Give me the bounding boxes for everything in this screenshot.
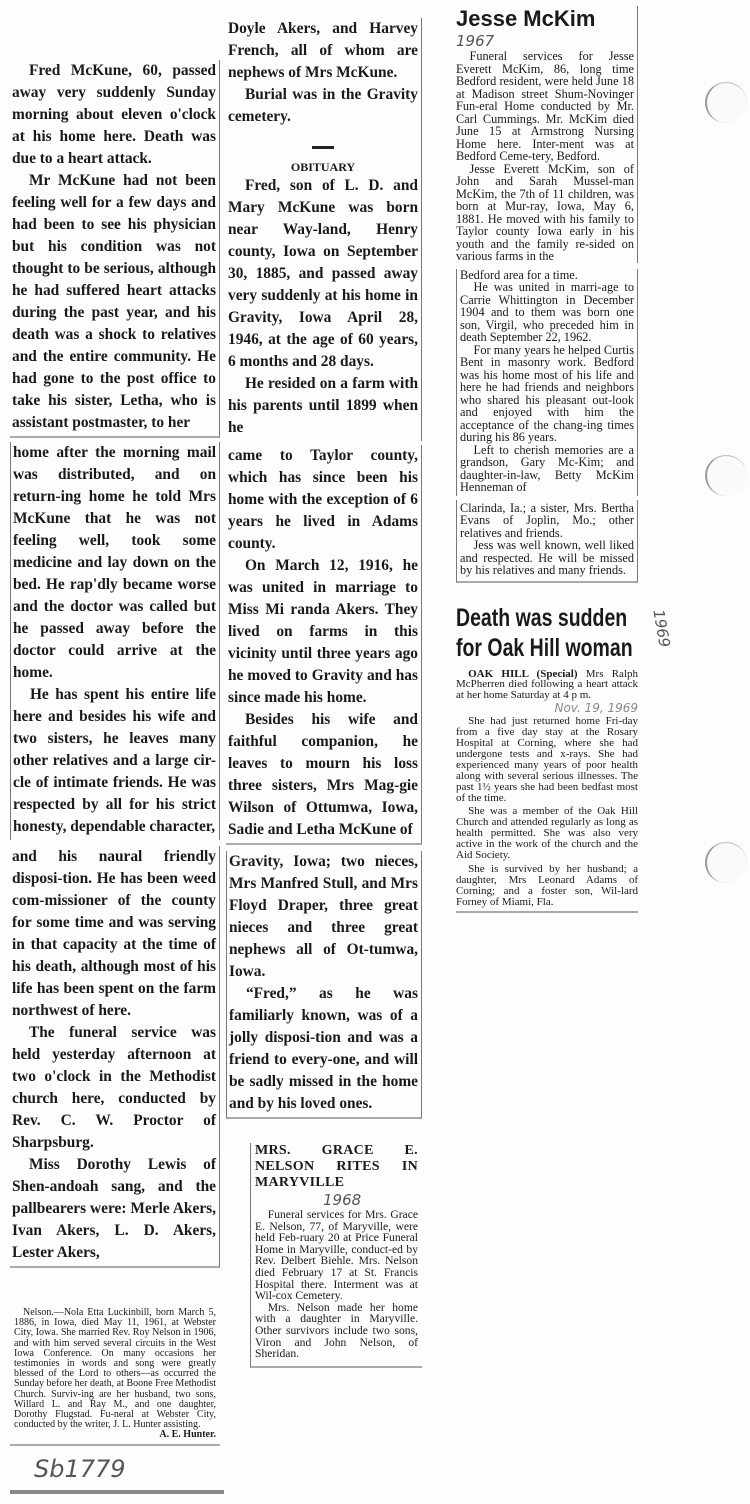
headline: MRS. GRACE E. NELSON RITES IN MARYVILLE (255, 1143, 418, 1190)
punch-hole (705, 455, 747, 496)
handwritten-year: 1968 (323, 1191, 362, 1209)
divider (10, 1490, 224, 1494)
nola-nelson-clipping (10, 1308, 220, 1446)
paragraph: Funeral services for Mrs. Grace E. Nelson, 77, of Maryville, were held Feb-ruary 20 at Price Funeral Home in Maryville, conduct-ed by Rev. Delbert Biehle. Mrs. Nelson died February 17 at St. Francis Hospital there. Interment was at Wil-cox Cemetery. (255, 1208, 418, 1303)
dateline: OAK HILL (Special) (468, 667, 578, 680)
paragraph: She is survived by her husband; a daughter, Mrs Leonard Adams of Corning; and a foster son, Wil-lard Forney of Miami, Fla. (456, 863, 638, 908)
handwritten-year: 1967 (456, 32, 495, 50)
paragraph: Left to cherish memories are a grandson, Gary Mc-Kim; and daughter-in-law, Betty McKim Henneman of (460, 442, 634, 494)
paragraph: Burial was in the Gravity cemetery. (228, 86, 418, 125)
headline-row (456, 6, 634, 50)
paragraph: home after the morning mail was distributed, and on return-ing home he told Mrs McKune that he was not feeling well, took some medicine and lay down on the bed. He rap'dly became worse and the doctor was called but he passed away before the doctor could arrive at the home. (13, 444, 216, 681)
paragraph (456, 669, 638, 702)
paragraph: Jesse Everett McKim, son of John and Sarah Mussel-man McKim, the 7th of 11 children, was born at Mur-ray, Iowa, May 6, 1881. He moved with his family to Taylor county Iowa early in his youth and the family re-sided on various farms in the (456, 161, 634, 263)
paragraph: She had just returned home Fri-day from a five day stay at the Rosary Hospital at Corning, where she had undergone tests and x-rays. She had experienced many years of poor health along with several serious illnesses. The past 1½ years she had been bedfast most of the time. (456, 715, 638, 804)
jesse-mckim-clipping-part-2 (456, 269, 638, 496)
paragraph: Funeral services for Jesse Everett McKim, 86, long time Bedford resident, were held June 18 at Madison street Shum-Novinger Fun-eral Home conducted by Mr. Carl Cummings. Mr. McKim died June 15 at Armstrong Nursing Home here. Inter-ment was at Bedford Ceme-tery, Bedford. (456, 49, 634, 163)
paragraph: Nelson.—Nola Etta Luckinbill, born March 5, 1886, in Iowa, died May 11, 1961, at Webster City, Iowa. She married Rev. Roy Nelson in 1906, and with him served several circuits in the West Iowa Conference. On many occasions her testimonies in words and song were greatly blessed of the Lord to others—as occurred the Sunday before her death, at Boone Free Methodist Church. Surviv-ing are her husband, two sons, Willard L. and Ray M., and one daughter, Dorothy Flugstad. Fu-neral at Webster City, conducted by the writer, J. L. Hunter assisting. (14, 1307, 216, 1431)
paragraph: Bedford area for a time. (460, 267, 578, 282)
column-3 (456, 0, 674, 913)
headline: Jesse McKim (456, 6, 596, 31)
column-2 (226, 0, 422, 1368)
paragraph: Mr McKune had not been feeling well for a few days and had been to see his physician but his condition was not thought to be serious, although he had suffered heart attacks during the past year, and his death was a shock to relatives and the entire community. He had gone to the post office to take his sister, Letha, who is assistant postmaster, to her (12, 172, 216, 431)
paragraph: He was united in marri-age to Carrie Whittington in December 1904 and to them was born one son, Virgil, who preceded him in death September 22, 1962. (460, 280, 634, 344)
mckune-clipping-part-7 (226, 851, 422, 1119)
handwritten-year: 1969 (649, 607, 674, 649)
punch-hole (705, 842, 747, 883)
oak-hill-clipping (456, 603, 674, 913)
paragraph: Gravity, Iowa; two nieces, Mrs Manfred Stull, and Mrs Floyd Draper, three great nieces and three great nephews all of Ot-tumwa, Iowa. (229, 853, 418, 980)
signature: A. E. Hunter. (159, 1429, 216, 1441)
paragraph: came to Taylor county, which has since been his home with the exception of 6 years he lived in Adams county. (228, 447, 418, 552)
column-1 (10, 0, 220, 1494)
headline-line-1: Death was sudden (456, 603, 628, 632)
paragraph: Clarinda, Ia.; a sister, Mrs. Bertha Evans of Joplin, Mo.; other relatives and friends. (460, 500, 634, 540)
handwritten-date: Nov. 19, 1969 (554, 701, 638, 716)
separator (312, 146, 334, 149)
grace-nelson-clipping (250, 1143, 422, 1368)
jesse-mckim-clipping-part-3 (456, 500, 638, 583)
paragraph: Jess was well known, well liked and respected. He will be missed by his relatives and many friends. (460, 538, 634, 577)
paragraph: Fred McKune, 60, passed away very suddenly Sunday morning about eleven o'clock at his home here. Death was due to a heart attack. (12, 62, 216, 167)
handwritten-id: Sb1779 (34, 1454, 126, 1483)
paragraph: Mrs. Nelson made her home with a daughter in Maryville. Other survivors include two sons, Viron and John Nelson, of Sheridan. (255, 1300, 418, 1361)
headline-line-2: for Oak Hill woman (456, 633, 633, 662)
paragraph: He has spent his entire life here and besides his wife and two sisters, he leaves many other relatives and a large cir-cle of intimate friends. He was respected by all for his strict honesty, dependable character, (13, 686, 216, 835)
paragraph: Doyle Akers, and Harvey French, all of whom are nephews of Mrs McKune. (228, 20, 418, 81)
paragraph: Miss Dorothy Lewis of Shen-andoah sang, and the pallbearers were: Merle Akers, Ivan Akers, L. D. Akers, Lester Akers, (12, 1156, 216, 1261)
mckune-clipping-part-3 (10, 846, 220, 1268)
paragraph: and his naural friendly disposi-tion. He has been weed com-missioner of the county for some time and was serving in that capacity at the time of his death, although most of his life has been spent on the farm northwest of here. (12, 848, 216, 1019)
paragraph: He resided on a farm with his parents until 1899 when he (228, 375, 418, 436)
obituary-heading: OBITUARY (290, 160, 356, 174)
jesse-mckim-clipping-part-1 (456, 6, 638, 263)
paragraph: For many years he helped Curtis Bent in masonry work. Bedford was his home most of his life and here he had friends and neighbors who shared his pleasant out-look and enjoyed with him the acceptance of the chang-ing times during his 86 years. (460, 342, 634, 444)
paragraph: She was a member of the Oak Hill Church and attended regularly as long as health permitted. She was also very active in the work of the church and the Aid Society. (456, 805, 638, 862)
paragraph: On March 12, 1916, he was united in marriage to Miss Mi randa Akers. They lived on farms in this vicinity until three years ago he moved to Gravity and has since made his home. (228, 557, 418, 706)
mckune-clipping-part-6 (226, 445, 422, 845)
paragraph: Besides his wife and faithful companion, he leaves to mourn his loss three sisters, Mrs Mag-gie Wilson of Ottumwa, Iowa, Sadie and Letha McKune of (228, 711, 418, 838)
paragraph: Fred, son of L. D. and Mary McKune was born near Way-land, Henry county, Iowa on September 30, 1885, and passed away very suddenly at his home in Gravity, Iowa April 28, 1946, at the age of 60 years, 6 months and 28 days. (228, 177, 418, 370)
mckune-clipping-part-4 (226, 18, 422, 441)
mckune-clipping-part-2 (10, 442, 220, 840)
punch-hole (705, 82, 747, 123)
paragraph: “Fred,” as he was familiarly known, was of a jolly disposi-tion and was a friend to every-one, and will be sadly missed in the home and by his loved ones. (229, 985, 418, 1112)
paragraph-text: Mrs Ralph McPherren died following a heart attack at her home Saturday at 4 p m. (456, 667, 638, 702)
mckune-clipping-part-1 (10, 60, 220, 438)
paragraph: The funeral service was held yesterday afternoon at two o'clock in the Methodist church here, conducted by Rev. C. W. Proctor of Sharpsburg. (12, 1024, 216, 1151)
